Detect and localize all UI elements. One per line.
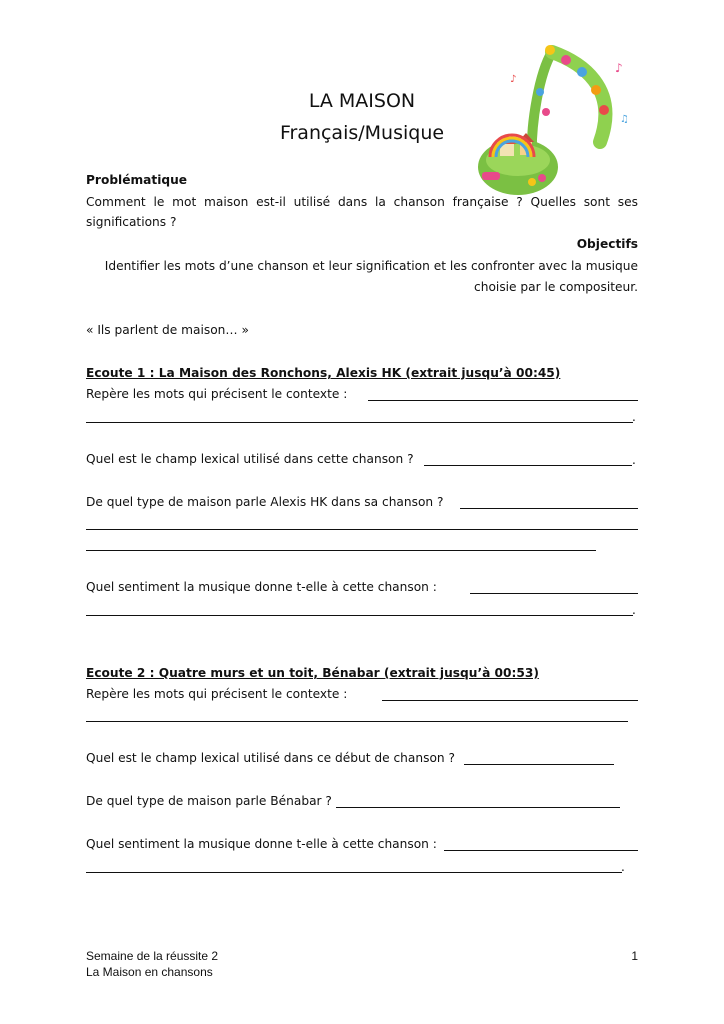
- objectifs-label: Objectifs: [576, 237, 638, 251]
- answer-line[interactable]: [86, 872, 622, 873]
- answer-line[interactable]: [464, 764, 614, 765]
- answer-line[interactable]: [470, 593, 638, 594]
- page-title: LA MAISON: [308, 90, 416, 112]
- ecoute1-question-type: De quel type de maison parle Alexis HK dans sa chanson ?: [86, 495, 444, 509]
- footer-line1: Semaine de la réussite 2: [86, 949, 219, 963]
- objectifs-text-line1: Identifier les mots d’une chanson et leur signification et les confronter avec la musique: [104, 259, 638, 273]
- answer-line[interactable]: [86, 721, 628, 722]
- ecoute1-question-context: Repère les mots qui précisent le contexte :: [86, 387, 348, 401]
- ecoute2-question-type: De quel type de maison parle Bénabar ?: [86, 794, 332, 808]
- answer-line[interactable]: [86, 529, 638, 530]
- objectifs-text-line2: choisie par le compositeur.: [474, 280, 638, 294]
- music-note-children-icon: [470, 32, 640, 202]
- ecoute2-question-lexical: Quel est le champ lexical utilisé dans ce début de chanson ?: [86, 751, 455, 765]
- ecoute1-question-lexical: Quel est le champ lexical utilisé dans cette chanson ?: [86, 452, 414, 466]
- problematique-label: Problématique: [86, 173, 188, 187]
- footer-line2: La Maison en chansons: [86, 965, 213, 979]
- answer-line[interactable]: [86, 615, 633, 616]
- ecoute2-question-sentiment: Quel sentiment la musique donne t-elle à cette chanson :: [86, 837, 437, 851]
- ecoute2-heading: Ecoute 2 : Quatre murs et un toit, Bénabar (extrait jusqu’à 00:53): [86, 666, 539, 680]
- answer-line[interactable]: [382, 700, 638, 701]
- line-end-dot: .: [632, 603, 636, 617]
- ecoute1-question-sentiment: Quel sentiment la musique donne t-elle à cette chanson :: [86, 580, 437, 594]
- svg-text:♫: ♫: [620, 114, 629, 125]
- svg-text:♪: ♪: [510, 74, 517, 85]
- problematique-text-line2: significations ?: [86, 215, 177, 229]
- problematique-text-line1: Comment le mot maison est-il utilisé dans la chanson française ? Quelles sont ses: [86, 195, 638, 209]
- ecoute2-question-context: Repère les mots qui précisent le contexte :: [86, 687, 348, 701]
- ecoute1-heading: Ecoute 1 : La Maison des Ronchons, Alexis HK (extrait jusqu’à 00:45): [86, 366, 561, 380]
- line-end-dot: .: [632, 453, 636, 467]
- line-end-dot: .: [621, 860, 625, 874]
- answer-line[interactable]: [460, 508, 638, 509]
- answer-line[interactable]: [444, 850, 638, 851]
- page-number: 1: [631, 949, 638, 963]
- answer-line[interactable]: [368, 400, 638, 401]
- answer-line[interactable]: [336, 807, 620, 808]
- svg-text:♪: ♪: [615, 61, 623, 75]
- section-quote: « Ils parlent de maison… »: [86, 323, 249, 337]
- page-subtitle: Français/Musique: [279, 122, 445, 144]
- answer-line[interactable]: [86, 422, 633, 423]
- answer-line[interactable]: [424, 465, 632, 466]
- answer-line[interactable]: [86, 550, 596, 551]
- line-end-dot: .: [632, 410, 636, 424]
